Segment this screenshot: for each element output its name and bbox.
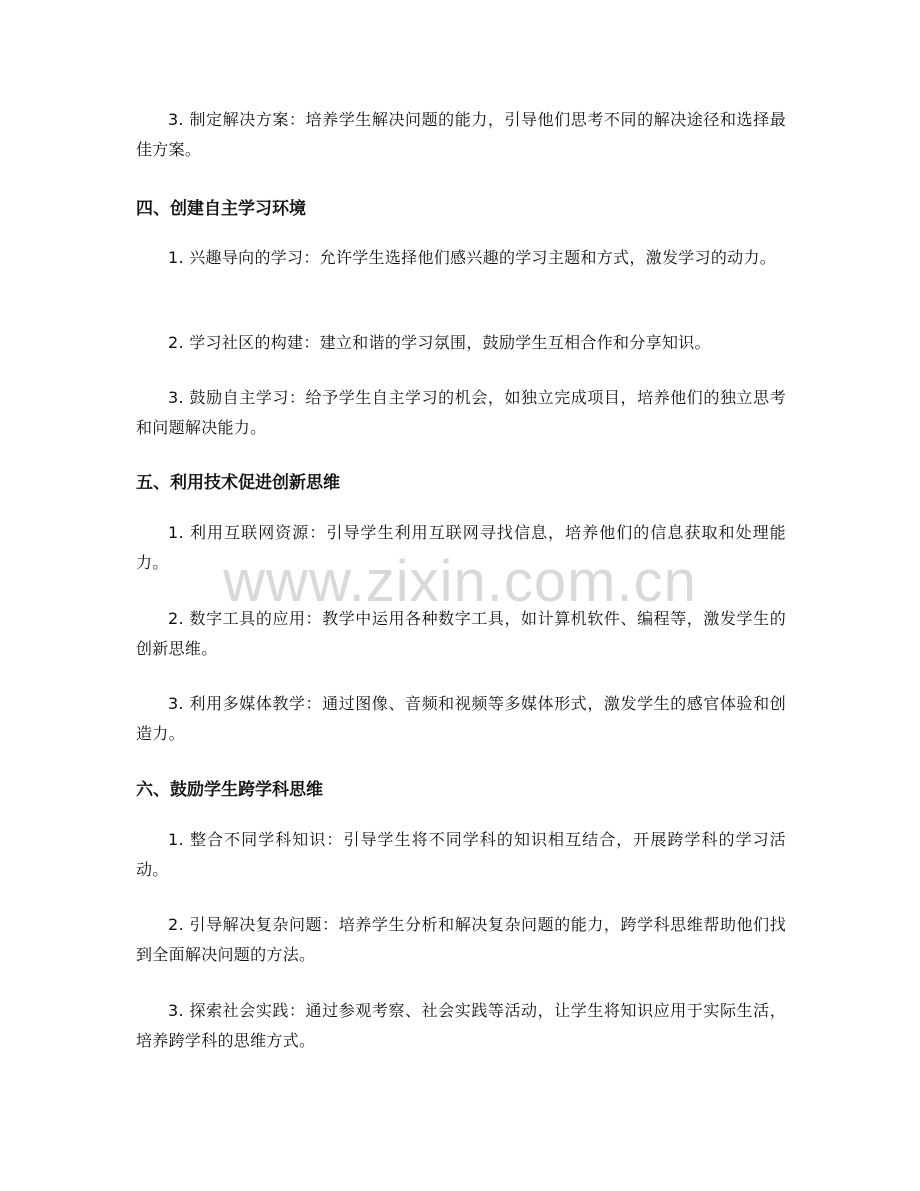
paragraph-digital-tools: 2. 数字工具的应用：教学中运用各种数字工具，如计算机软件、编程等，激发学生的创新思维。 (136, 609, 786, 658)
watermark: www.zixin.com.cn (223, 549, 697, 614)
paragraph-learning-community: 2. 学习社区的构建：建立和谐的学习氛围，鼓励学生互相合作和分享知识。 (168, 333, 711, 352)
paragraph-multimedia-teaching: 3. 利用多媒体教学：通过图像、音频和视频等多媒体形式，激发学生的感官体验和创造力。 (136, 694, 786, 743)
paragraph-social-practice: 3. 探索社会实践：通过参观考察、社会实践等活动，让学生将知识应用于实际生活，培养跨学科的思维方式。 (136, 1001, 786, 1050)
section-heading-5: 五、利用技术促进创新思维 (136, 473, 340, 493)
paragraph-internet-resources: 1. 利用互联网资源：引导学生利用互联网寻找信息，培养他们的信息获取和处理能力。 (136, 523, 786, 572)
paragraph-integrate-knowledge: 1. 整合不同学科知识：引导学生将不同学科的知识相互结合，开展跨学科的学习活动。 (136, 830, 786, 879)
section-heading-6: 六、鼓励学生跨学科思维 (136, 780, 323, 800)
paragraph-complex-problems: 2. 引导解决复杂问题：培养学生分析和解决复杂问题的能力，跨学科思维帮助他们找到全面解决问题的方法。 (136, 915, 786, 964)
paragraph-interest-learning: 1. 兴趣导向的学习：允许学生选择他们感兴趣的学习主题和方式，激发学习的动力。 (168, 248, 777, 267)
paragraph-self-directed-learning: 3. 鼓励自主学习：给予学生自主学习的机会，如独立完成项目，培养他们的独立思考和问题解决能力。 (136, 388, 786, 437)
section-heading-4: 四、创建自主学习环境 (136, 199, 306, 219)
paragraph-solution-plan: 3. 制定解决方案：培养学生解决问题的能力，引导他们思考不同的解决途径和选择最佳方案。 (136, 110, 786, 159)
